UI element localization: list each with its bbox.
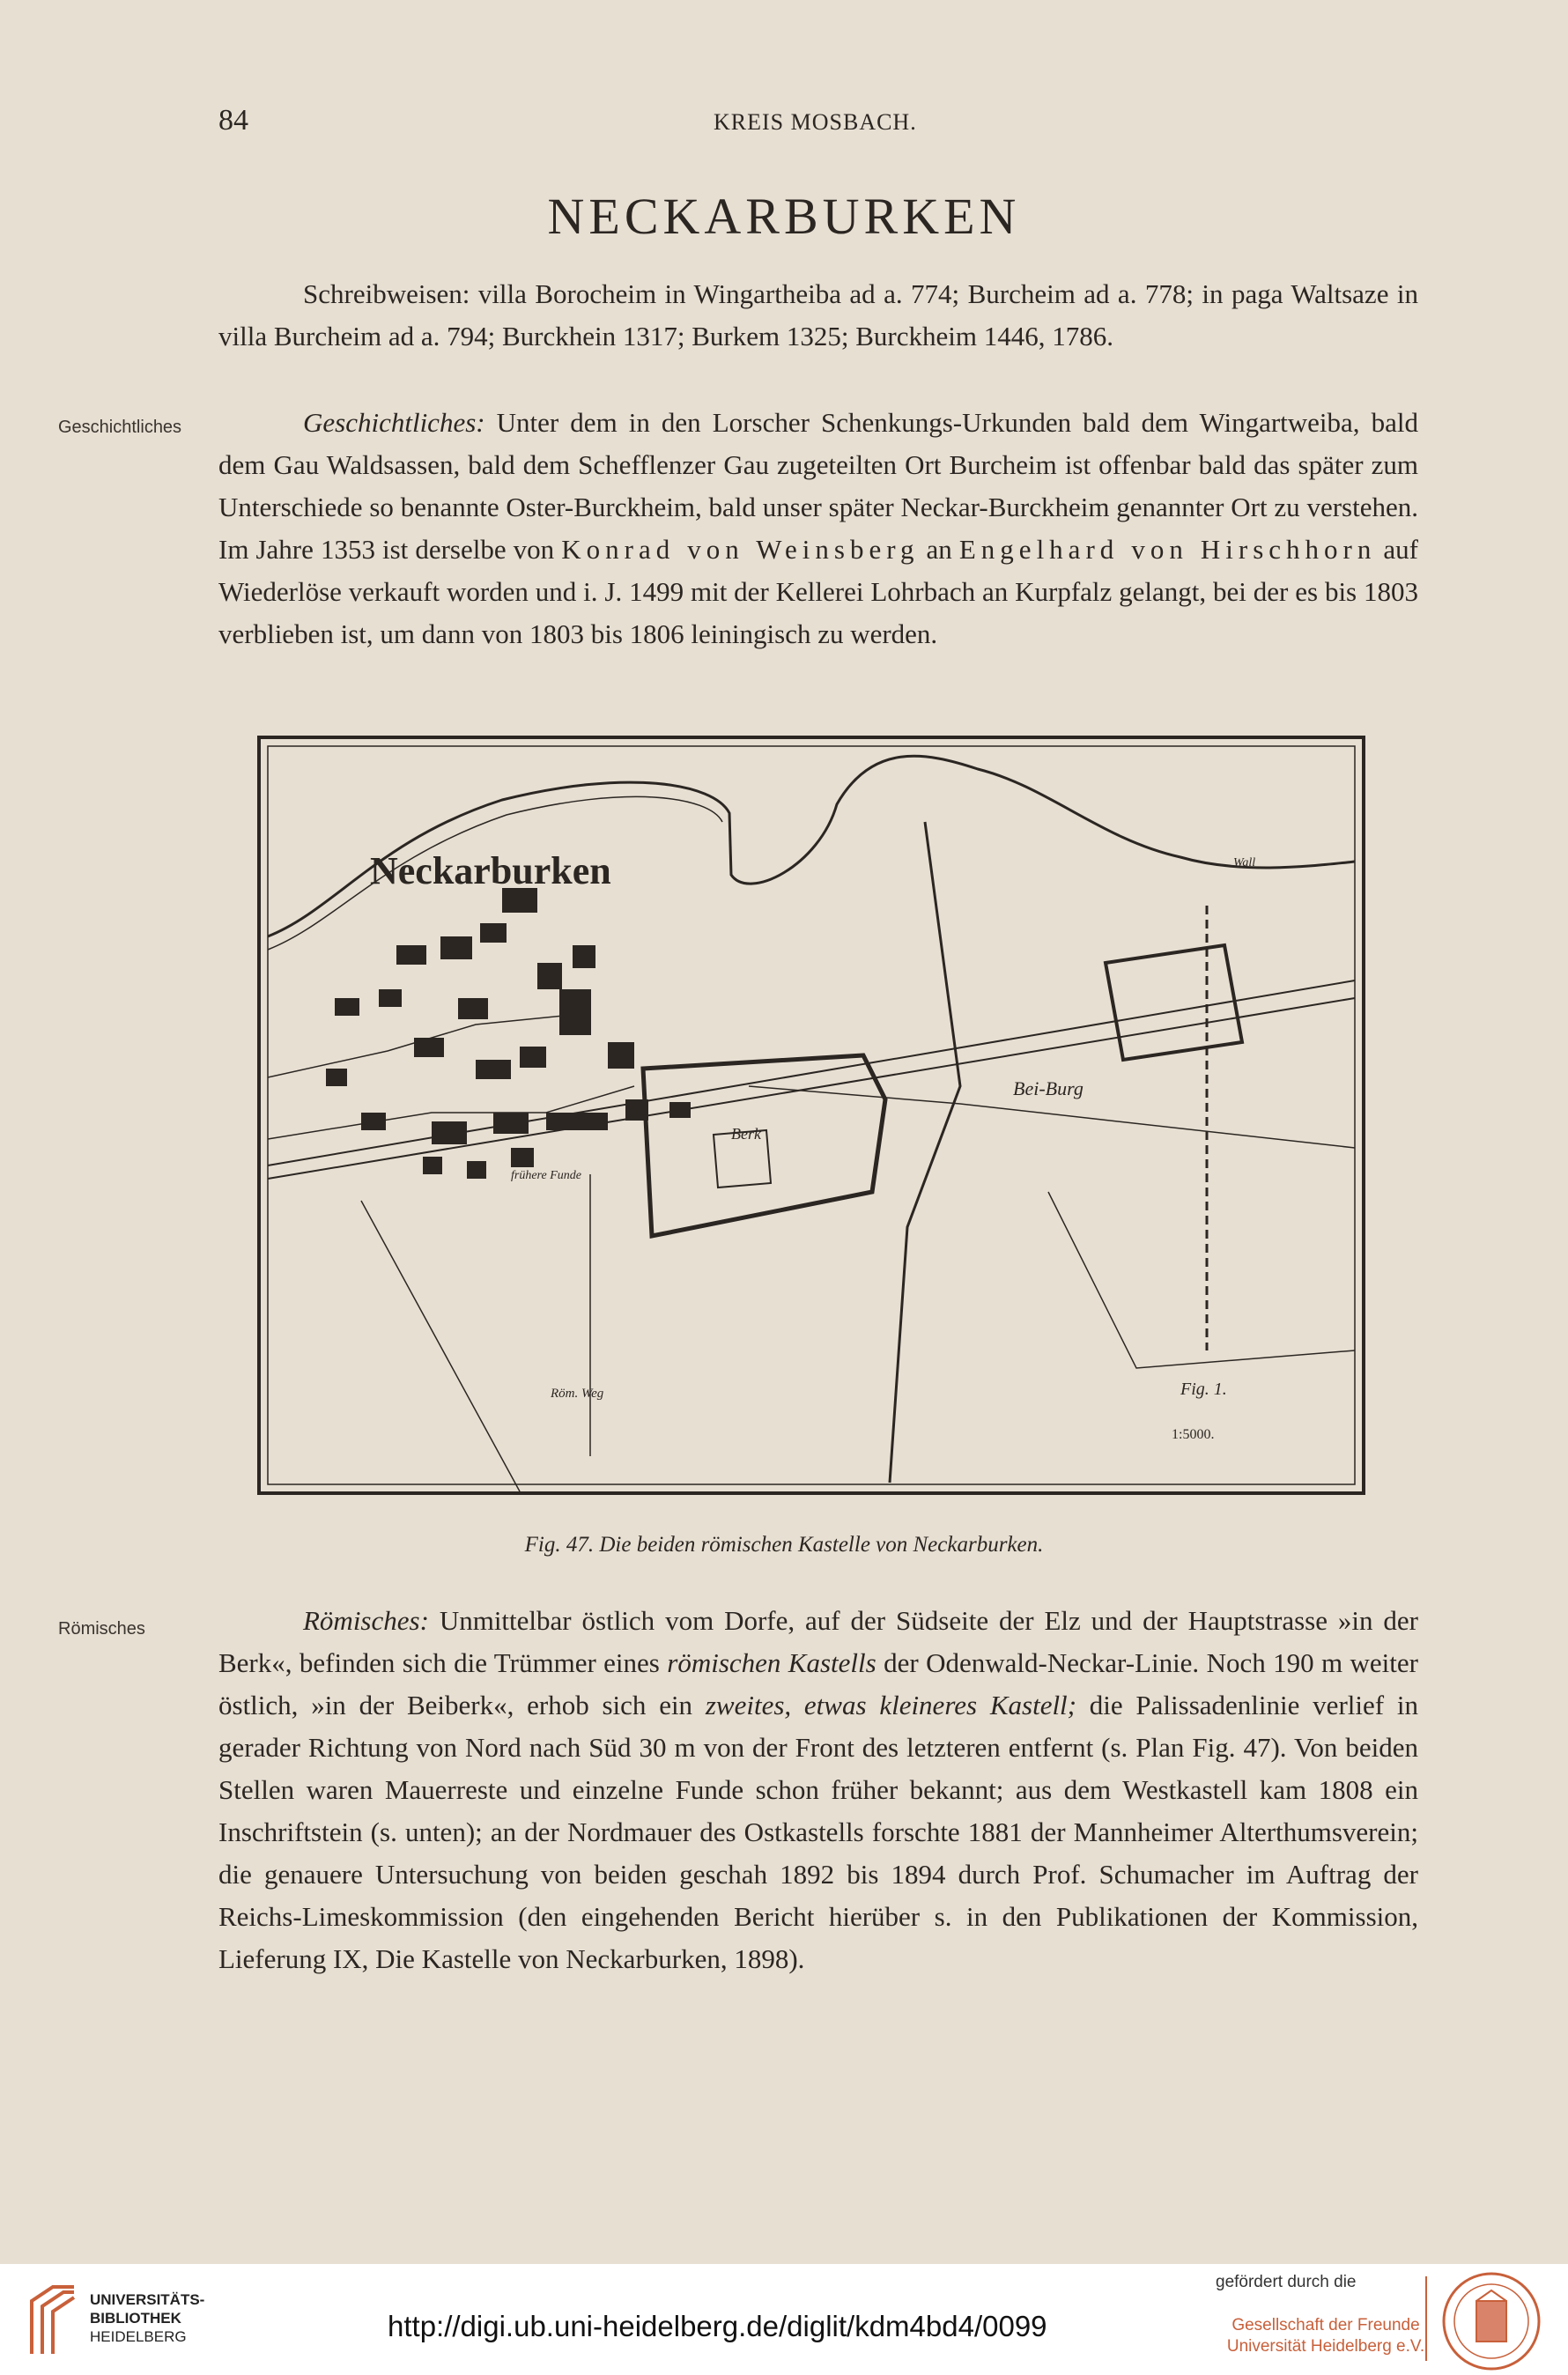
person-name: Konrad von Weinsberg: [561, 534, 920, 565]
paragraph-lead: Römisches:: [303, 1605, 429, 1636]
figure-caption: Fig. 47. Die beiden römischen Kastelle von Neckarburken.: [524, 1533, 1044, 1557]
page-header: [0, 104, 1568, 139]
library-logo-icon: [26, 2283, 79, 2357]
library-name-line: UNIVERSITÄTS-: [90, 2291, 205, 2308]
paragraph-roemisches: [218, 1600, 1418, 1980]
sponsor-line: Universität Heidelberg e.V.: [1226, 2337, 1425, 2356]
main-road: [268, 980, 1355, 1165]
field-road: [890, 822, 960, 1483]
map-title: Neckarburken: [370, 849, 611, 892]
figure-number-label: Fig. 1.: [1180, 1380, 1227, 1399]
paragraph-text: auf Wiederlöse verkauft worden und i. J. 1499 mit der Kellerei Lohrbach an Kurpfalz gelangt, bei der es bis 1803 verblieben ist, um dann von 1803 bis 1806 leiningisch zu werden.: [218, 534, 1418, 649]
scale-label: 1:5000.: [1172, 1427, 1215, 1442]
page-number: 84: [218, 104, 248, 137]
paragraph-text: Unter dem in den Lorscher Schenkungs-Urkunden bald dem Wingartweiba, bald dem Gau Waldsassen, bald dem Schefflenzer Gau zugeteilten Ort Burcheim ist offenbar bald das später zum Unterschiede so benannte Oster-Burckheim, bald unser später Neckar-Burckheim genannter Ort zu verstehen. Im Jahre 1353 ist derselbe von: [218, 407, 1418, 565]
label-wall: Wall: [1233, 856, 1256, 869]
paragraph-geschichtliches: [218, 402, 1418, 655]
field-path: [361, 1201, 520, 1491]
section-title: NECKARBURKEN: [547, 188, 1021, 245]
sponsor-name: [1211, 2315, 1440, 2357]
sidenote-roemisches: Römisches: [58, 1619, 145, 1639]
sidenote-geschichtliches: Geschichtliches: [58, 418, 182, 437]
label-beiburg: Bei-Burg: [1013, 1077, 1084, 1099]
university-seal-icon: [1441, 2271, 1542, 2371]
label-roem-weg: Röm. Weg: [551, 1387, 604, 1401]
library-name-line: BIBLIOTHEK: [90, 2310, 181, 2327]
label-berk: Berk: [731, 1125, 761, 1143]
paragraph-text: an: [919, 534, 959, 565]
permalink-url[interactable]: http://digi.ub.uni-heidelberg.de/diglit/kdm4bd4/0099: [388, 2310, 1047, 2342]
village-buildings: [326, 888, 691, 1179]
running-head: KREIS MOSBACH.: [714, 109, 917, 135]
paragraph-text: Unmittelbar östlich vom Dorfe, auf der Südseite der Elz und der Hauptstrasse »in der Berk«, befinden sich die Trümmer eines: [218, 1605, 1418, 1678]
emphasis-text: römischen Kastells: [667, 1647, 876, 1678]
footer-divider: [1425, 2276, 1427, 2361]
emphasis-text: zweites, etwas kleineres Kastell;: [705, 1690, 1076, 1720]
paragraph-schreibweisen: Schreibweisen: villa Borocheim in Wingartheiba ad a. 774; Burcheim ad a. 778; in paga Waltsaze in villa Burcheim ad a. 794; Burckhein 1317; Burkem 1325; Burckheim 1446, 1786.: [218, 278, 1418, 351]
main-road-edge: [268, 998, 1355, 1179]
library-name-line: HEIDELBERG: [90, 2328, 187, 2345]
sponsor-line: Gesellschaft der Freunde: [1231, 2316, 1420, 2334]
field-path: [1048, 1192, 1355, 1368]
kastell-map: [255, 734, 1367, 1497]
paragraph-text: der Odenwald-Neckar-Linie. Noch 190 m weiter östlich, »in der Beiberk«, erhob sich ein: [218, 1647, 1418, 1720]
label-fruehere-funde: frühere Funde: [511, 1169, 581, 1182]
river-line: [268, 756, 1355, 936]
paragraph-text: die Palissadenlinie verlief in gerader Richtung von Nord nach Süd 30 m von der Front des letzteren entfernt (s. Plan Fig. 47). Von beiden Stellen waren Mauerreste und einzelne Funde schon früher bekannt; aus dem Westkastell kam 1808 ein Inschriftstein (s. unten); an der Nordmauer des Ostkastells forschte 1881 der Mannheimer Alterthumsverein; die genauere Untersuchung von beiden geschah 1892 bis 1894 durch Prof. Schumacher im Auftrag der Reichs-Limeskommission (den eingehenden Bericht hierüber s. in den Publikationen der Kommission, Lieferung IX, Die Kastelle von Neckarburken, 1898).: [218, 1690, 1418, 1974]
person-name: Engelhard von Hirschhorn: [958, 534, 1377, 565]
digitization-footer: [0, 2264, 1568, 2375]
library-name: [90, 2290, 204, 2346]
paragraph-lead: Geschichtliches:: [303, 407, 485, 438]
funded-by-label: gefördert durch die: [1216, 2273, 1357, 2291]
